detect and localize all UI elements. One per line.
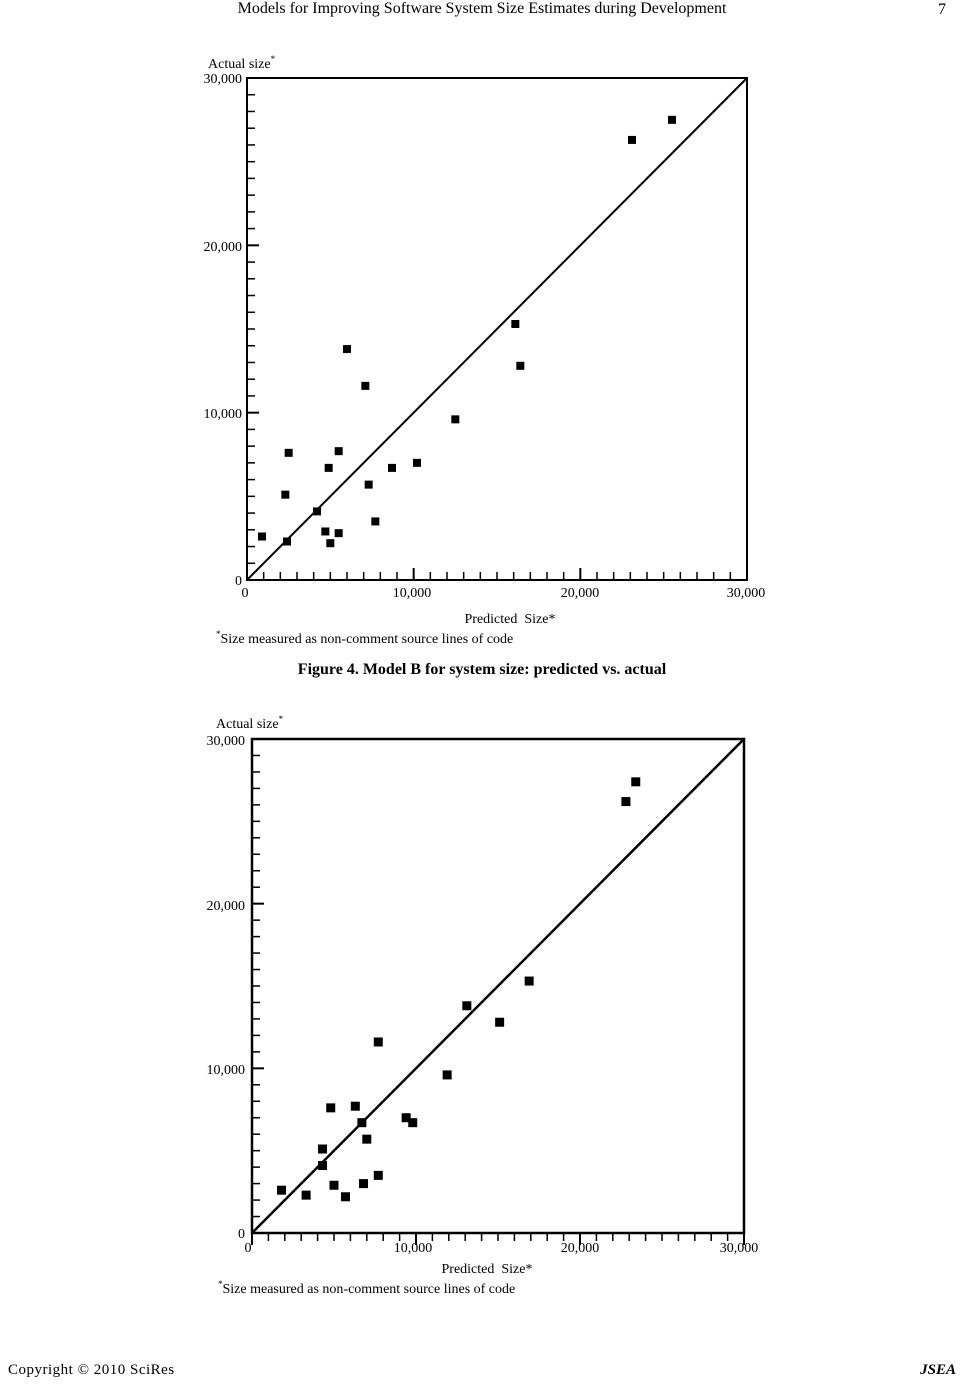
data-point (495, 1018, 504, 1027)
data-point (351, 1102, 360, 1111)
data-points (277, 777, 640, 1201)
data-point (325, 464, 333, 472)
y-tick-label: 20,000 (203, 240, 242, 255)
data-point (258, 532, 266, 540)
y-tick-label: 0 (238, 1227, 245, 1242)
data-point (511, 320, 519, 328)
data-point (631, 777, 640, 786)
x-tick-label: 0 (241, 586, 249, 601)
figure-footnote: *Size measured as non-comment source lines of code (218, 1279, 516, 1297)
y-tick-label: 0 (235, 574, 242, 589)
x-axis-label: Predicted Size* (464, 612, 556, 627)
data-point (516, 362, 524, 370)
x-tick-label: 0 (244, 1241, 252, 1256)
data-point (357, 1118, 366, 1127)
data-point (668, 116, 676, 124)
data-point (628, 136, 636, 144)
data-point (343, 345, 351, 353)
y-axis-label: Actual size* (208, 54, 276, 72)
data-point (371, 517, 379, 525)
data-point (365, 481, 373, 489)
data-point (361, 382, 369, 390)
y-tick-label: 10,000 (203, 407, 242, 422)
data-point (321, 527, 329, 535)
data-point (318, 1145, 327, 1154)
reference-line (252, 739, 744, 1233)
page-number: 7 (938, 1, 946, 18)
data-point (335, 447, 343, 455)
data-point (302, 1191, 311, 1200)
data-point (525, 977, 534, 986)
figure-4-scatter-plot (0, 40, 964, 652)
data-points (258, 116, 676, 547)
data-point (285, 449, 293, 457)
x-tick-label: 20,000 (560, 586, 600, 601)
y-tick-label: 10,000 (206, 1063, 245, 1078)
data-point (313, 507, 321, 515)
running-head (0, 0, 964, 22)
data-point (341, 1192, 350, 1201)
data-point (451, 415, 459, 423)
figure-footnote: *Size measured as non-comment source lines of code (216, 629, 514, 647)
x-tick-label: 10,000 (392, 586, 432, 601)
x-tick-label: 20,000 (560, 1241, 600, 1256)
x-tick-label: 30,000 (726, 586, 766, 601)
data-point (335, 529, 343, 537)
page-footer (0, 1360, 964, 1386)
data-point (413, 459, 421, 467)
reference-line (247, 78, 747, 580)
data-point (283, 538, 291, 546)
data-point (359, 1179, 368, 1188)
x-tick-label: 10,000 (393, 1241, 433, 1256)
data-point (362, 1135, 371, 1144)
data-point (621, 797, 630, 806)
data-point (326, 1103, 335, 1112)
y-tick-label: 20,000 (206, 899, 245, 914)
y-tick-label: 30,000 (203, 72, 242, 87)
running-title: Models for Improving Software System Size Estimates during Development (237, 0, 727, 17)
data-point (443, 1070, 452, 1079)
data-point (462, 1001, 471, 1010)
data-point (408, 1118, 417, 1127)
figure-caption: Figure 4. Model B for system size: predicted vs. actual (297, 661, 667, 678)
data-point (374, 1171, 383, 1180)
data-point (277, 1186, 286, 1195)
data-point (330, 1181, 339, 1190)
x-tick-label: 30,000 (719, 1241, 759, 1256)
journal-abbreviation: JSEA (920, 1362, 956, 1378)
data-point (326, 539, 334, 547)
data-point (388, 464, 396, 472)
data-point (374, 1037, 383, 1046)
data-point (318, 1161, 327, 1170)
y-axis-label: Actual size* (216, 714, 284, 732)
y-tick-label: 30,000 (206, 734, 245, 749)
figure-5-scatter-plot (0, 700, 964, 1300)
data-point (281, 491, 289, 499)
copyright-notice: Copyright © 2010 SciRes (8, 1362, 175, 1378)
x-axis-label: Predicted Size* (441, 1262, 533, 1277)
tick-labels (207, 734, 759, 1256)
tick-labels (204, 72, 766, 601)
